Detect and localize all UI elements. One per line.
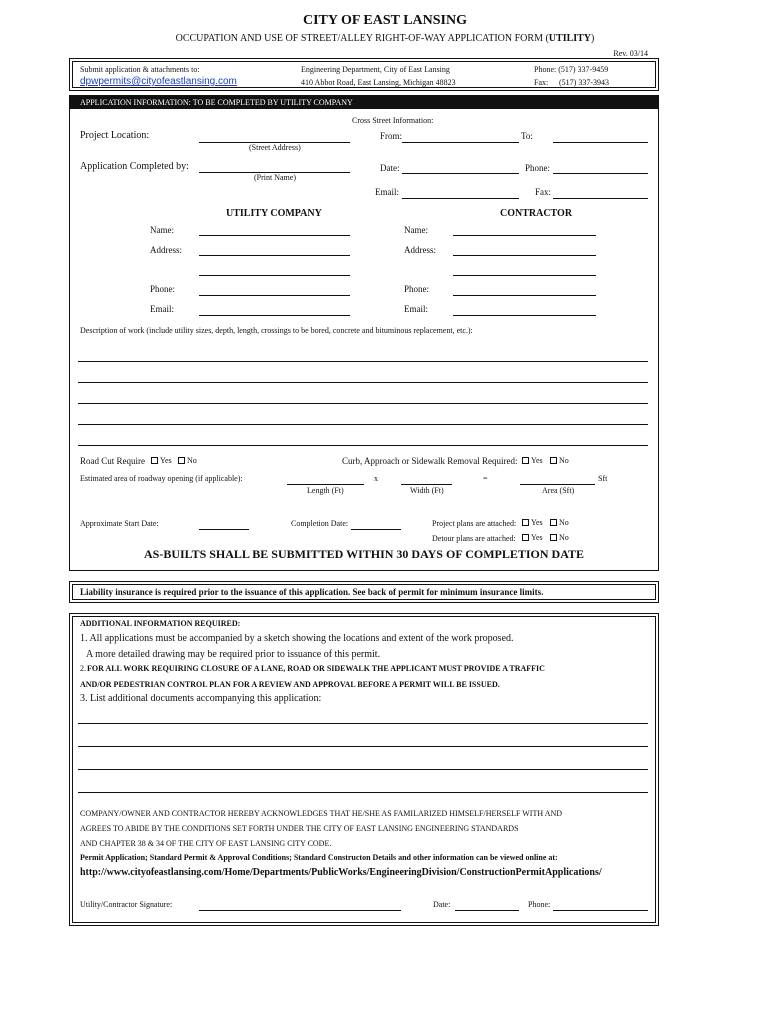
curb-no-checkbox[interactable]	[550, 457, 557, 464]
completion-date-label: Completion Date:	[291, 519, 349, 528]
to-input[interactable]	[553, 130, 648, 143]
project-plans-no-label: No	[559, 518, 569, 527]
subtitle-text: OCCUPATION AND USE OF STREET/ALLEY RIGHT-OF-WAY APPLICATION FORM (	[175, 33, 549, 44]
completed-by-input[interactable]	[199, 160, 350, 173]
width-caption: Width (Ft)	[410, 486, 444, 495]
from-input[interactable]	[402, 130, 519, 143]
signature-phone-label: Phone:	[528, 900, 551, 909]
liability-notice: Liability insurance is required prior to the issuance of this application. See back of permit for minimum insurance limits.	[80, 587, 544, 597]
online-info-text: Permit Application; Standard Permit & Approval Conditions; Standard Constructon Details and other information can be viewed online at:	[80, 853, 558, 862]
road-cut-no-label: No	[187, 456, 197, 465]
contractor-heading: CONTRACTOR	[500, 208, 573, 219]
project-location-label: Project Location:	[80, 130, 150, 141]
completion-date-input[interactable]	[351, 517, 401, 530]
contractor-phone-input[interactable]	[453, 283, 596, 296]
curb-yes-checkbox[interactable]	[522, 457, 529, 464]
additional-docs-line-3[interactable]	[78, 757, 648, 770]
project-location-input[interactable]	[199, 130, 350, 143]
utility-phone-label: Phone:	[150, 284, 176, 294]
acknowledge-line-3: AND CHAPTER 38 & 34 OF THE CITY OF EAST LANSING CITY CODE.	[80, 839, 332, 848]
email-link[interactable]: dpwpermits@cityofeastlansing.com	[80, 76, 237, 87]
contractor-phone-label: Phone:	[404, 284, 430, 294]
acknowledge-line-2: AGREES TO ABIDE BY THE CONDITIONS SET FORTH UNDER THE CITY OF EAST LANSING ENGINEERING STANDARDS	[80, 824, 519, 833]
revision-label: Rev. 03/14	[613, 49, 648, 58]
utility-address-input-2[interactable]	[199, 263, 350, 276]
date-input[interactable]	[402, 161, 519, 174]
start-date-input[interactable]	[199, 517, 249, 530]
detour-plans-yes-label: Yes	[531, 533, 543, 542]
project-plans-yes-label: Yes	[531, 518, 543, 527]
date-label: Date:	[380, 163, 400, 173]
signature-label: Utility/Contractor Signature:	[80, 900, 173, 909]
additional-item-3: 3. List additional documents accompanying this application:	[80, 693, 322, 704]
banner-text: APPLICATION INFORMATION: TO BE COMPLETED BY UTILITY COMPANY	[80, 98, 353, 107]
phone-input[interactable]	[553, 161, 648, 174]
as-builts-notice: AS-BUILTS SHALL BE SUBMITTED WITHIN 30 DAYS OF COMPLETION DATE	[143, 547, 584, 561]
times-sign: x	[374, 474, 378, 483]
utility-email-input[interactable]	[199, 303, 350, 316]
from-label: From:	[380, 131, 403, 141]
contractor-name-input[interactable]	[453, 223, 596, 236]
area-input[interactable]	[520, 472, 595, 485]
area-caption: Area (Sft)	[542, 486, 575, 495]
utility-phone-input[interactable]	[199, 283, 350, 296]
additional-docs-line-2[interactable]	[78, 734, 648, 747]
dept-phone: Phone: (517) 337-9459	[534, 65, 609, 74]
additional-docs-line-4[interactable]	[78, 780, 648, 793]
road-cut-label: Road Cut Require	[80, 456, 145, 466]
additional-heading: ADDITIONAL INFORMATION REQUIRED:	[80, 619, 241, 628]
print-name-caption: (Print Name)	[254, 173, 296, 182]
contractor-address-input[interactable]	[453, 243, 596, 256]
subtitle-utility: UTILITY	[548, 33, 592, 44]
contractor-address-label: Address:	[404, 245, 436, 255]
project-plans-label: Project plans are attached:	[432, 519, 517, 528]
fax-label: Fax:	[535, 187, 552, 197]
additional-item-1a: 1. All applications must be accompanied by a sketch showing the locations and extent of the work proposed.	[80, 633, 514, 644]
contractor-email-label: Email:	[404, 304, 428, 314]
utility-name-input[interactable]	[199, 223, 350, 236]
description-line-4[interactable]	[78, 412, 648, 425]
curb-no-label: No	[559, 456, 569, 465]
description-line-2[interactable]	[78, 370, 648, 383]
utility-company-heading: UTILITY COMPANY	[226, 208, 322, 219]
contractor-name-label: Name:	[404, 225, 428, 235]
utility-name-label: Name:	[150, 225, 174, 235]
to-label: To:	[521, 131, 533, 141]
length-caption: Length (Ft)	[307, 486, 344, 495]
project-plans-yes-checkbox[interactable]	[522, 519, 529, 526]
width-input[interactable]	[401, 472, 452, 485]
utility-email-label: Email:	[150, 304, 174, 314]
cross-street-label: Cross Street Information:	[352, 116, 434, 125]
subtitle-close: )	[591, 33, 595, 44]
completed-by-label: Application Completed by:	[80, 161, 189, 172]
additional-item-2a: FOR ALL WORK REQUIRING CLOSURE OF A LANE, ROAD OR SIDEWALK THE APPLICANT MUST PROVIDE A TRAFFIC	[87, 664, 545, 673]
utility-address-input[interactable]	[199, 243, 350, 256]
equals-sign: =	[483, 474, 488, 483]
utility-address-label: Address:	[150, 245, 182, 255]
detour-plans-no-label: No	[559, 533, 569, 542]
description-line-3[interactable]	[78, 391, 648, 404]
email-label: Email:	[375, 187, 399, 197]
additional-docs-line-1[interactable]	[78, 711, 648, 724]
estimated-area-label: Estimated area of roadway opening (if applicable):	[80, 474, 243, 483]
submit-label: Submit application & attachments to:	[80, 65, 200, 74]
additional-item-2-num: 2.	[80, 664, 86, 673]
form-subtitle	[0, 34, 770, 44]
acknowledge-line-1: COMPANY/OWNER AND CONTRACTOR HEREBY ACKNOWLEDGES THAT HE/SHE AS FAMILARIZED HIMSELF/HERSELF WITH AND	[80, 809, 563, 818]
detour-plans-yes-checkbox[interactable]	[522, 534, 529, 541]
description-line-1[interactable]	[78, 349, 648, 362]
start-date-label: Approximate Start Date:	[80, 519, 159, 528]
detour-plans-label: Detour plans are attached:	[432, 534, 516, 543]
signature-date-label: Date:	[433, 900, 451, 909]
fax-input[interactable]	[553, 186, 648, 199]
permit-url-link[interactable]: http://www.cityofeastlansing.com/Home/Departments/PublicWorks/EngineeringDivision/ConstructionPermitApplications/	[80, 867, 602, 878]
street-address-caption: (Street Address)	[249, 143, 301, 152]
signature-date-input[interactable]	[455, 898, 519, 911]
dept-fax-label: Fax:	[534, 78, 549, 87]
length-input[interactable]	[287, 472, 364, 485]
signature-phone-input[interactable]	[553, 898, 648, 911]
contractor-address-input-2[interactable]	[453, 263, 596, 276]
contractor-email-input[interactable]	[453, 303, 596, 316]
description-line-5[interactable]	[78, 433, 648, 446]
phone-label: Phone:	[525, 163, 551, 173]
dept-address: 410 Abbot Road, East Lansing, Michigan 48823	[301, 78, 456, 87]
detour-plans-no-checkbox[interactable]	[550, 534, 557, 541]
form-title: CITY OF EAST LANSING	[302, 13, 468, 28]
sft-label: Sft	[598, 474, 608, 483]
road-cut-yes-checkbox[interactable]	[151, 457, 158, 464]
road-cut-no-checkbox[interactable]	[178, 457, 185, 464]
additional-item-1b: A more detailed drawing may be required prior to issuance of this permit.	[86, 649, 381, 660]
curb-yes-label: Yes	[531, 456, 543, 465]
additional-item-2b: AND/OR PEDESTRIAN CONTROL PLAN FOR A REVIEW AND APPROVAL BEFORE A PERMIT WILL BE ISSUED.	[80, 680, 500, 689]
dept-name: Engineering Department, City of East Lansing	[301, 65, 450, 74]
signature-input[interactable]	[199, 898, 401, 911]
email-input[interactable]	[402, 186, 519, 199]
project-plans-no-checkbox[interactable]	[550, 519, 557, 526]
description-label: Description of work (include utility sizes, depth, length, crossings to be bored, concrete and bituminous replacement, etc.):	[80, 326, 473, 335]
dept-fax: (517) 337-3943	[559, 78, 609, 87]
curb-removal-label: Curb, Approach or Sidewalk Removal Required:	[342, 456, 518, 466]
road-cut-yes-label: Yes	[160, 456, 172, 465]
